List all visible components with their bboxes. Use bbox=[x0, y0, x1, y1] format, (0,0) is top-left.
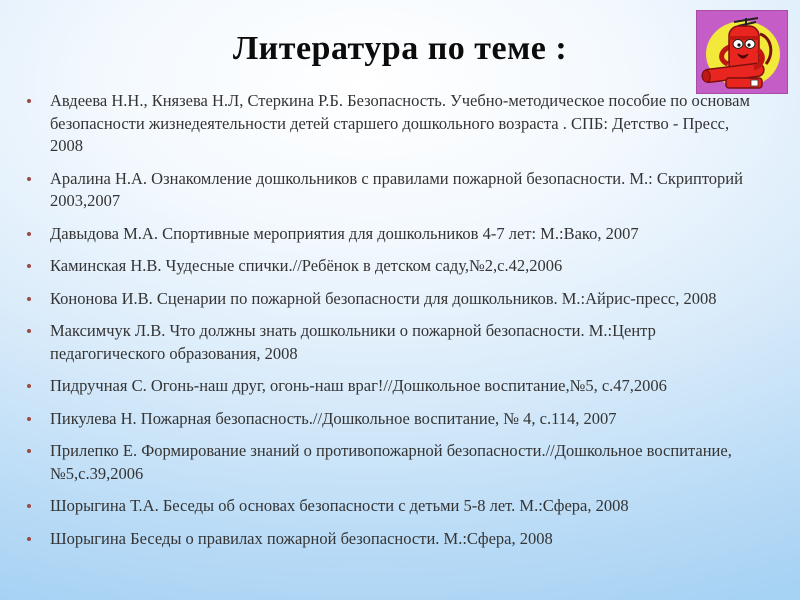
slide-title: Литература по теме : bbox=[232, 30, 568, 67]
list-item bbox=[22, 223, 764, 246]
list-item bbox=[22, 90, 764, 158]
list-item-text: Шорыгина Беседы о правилах пожарной безопасности. М.:Сфера, 2008 bbox=[50, 528, 553, 548]
list-item-text: Максимчук Л.В. Что должны знать дошкольники о пожарной безопасности. М.:Центр педагогического образования, 2008 bbox=[50, 321, 656, 363]
list-item-text: Авдеева Н.Н., Князева Н.Л, Стеркина Р.Б. Безопасность. Учебно-методическое пособие по основам безопасности жизнедеятельности детей старшего дошкольного возраста . СПБ: Детство - Пресс, 2008 bbox=[50, 91, 750, 155]
list-item-text: Кононова И.В. Сценарии по пожарной безопасности для дошкольников. М.:Айрис-пресс, 2008 bbox=[50, 288, 717, 308]
body-band bbox=[729, 36, 759, 40]
list-item-text: Пикулева Н. Пожарная безопасность.//Дошкольное воспитание, № 4, с.114, 2007 bbox=[50, 408, 617, 428]
label-patch bbox=[751, 80, 758, 86]
list-item-text: Прилепко Е. Формирование знаний о противопожарной безопасности.//Дошкольное воспитание,№5,с.39,2006 bbox=[50, 441, 732, 483]
list-item bbox=[22, 320, 764, 365]
list-item-text: Давыдова М.А. Спортивные мероприятия для дошкольников 4-7 лет: М.:Вако, 2007 bbox=[50, 223, 639, 243]
list-item bbox=[22, 288, 764, 311]
list-item-text: Шорыгина Т.А. Беседы об основах безопасности с детьми 5-8 лет. М.:Сфера, 2008 bbox=[50, 496, 629, 515]
literature-list bbox=[0, 90, 800, 560]
list-item bbox=[22, 440, 764, 485]
list-item-text: Каминская Н.В. Чудесные спички.//Ребёнок в детском саду,№2,с.42,2006 bbox=[50, 256, 563, 275]
list-item-text: Аралина Н.А. Ознакомление дошкольников с правилами пожарной безопасности. М.: Скрипторий 2003,2007 bbox=[50, 168, 743, 210]
list-item bbox=[22, 528, 764, 551]
list-item bbox=[22, 495, 764, 518]
list-item bbox=[22, 255, 764, 278]
list-item bbox=[22, 168, 764, 213]
list-item bbox=[22, 408, 764, 431]
list-item-text: Пидручная С. Огонь-наш друг, огонь-наш враг!//Дошкольное воспитание,№5, с.47,2006 bbox=[50, 376, 667, 395]
fire-extinguisher-image bbox=[696, 10, 788, 94]
list-item bbox=[22, 375, 764, 398]
